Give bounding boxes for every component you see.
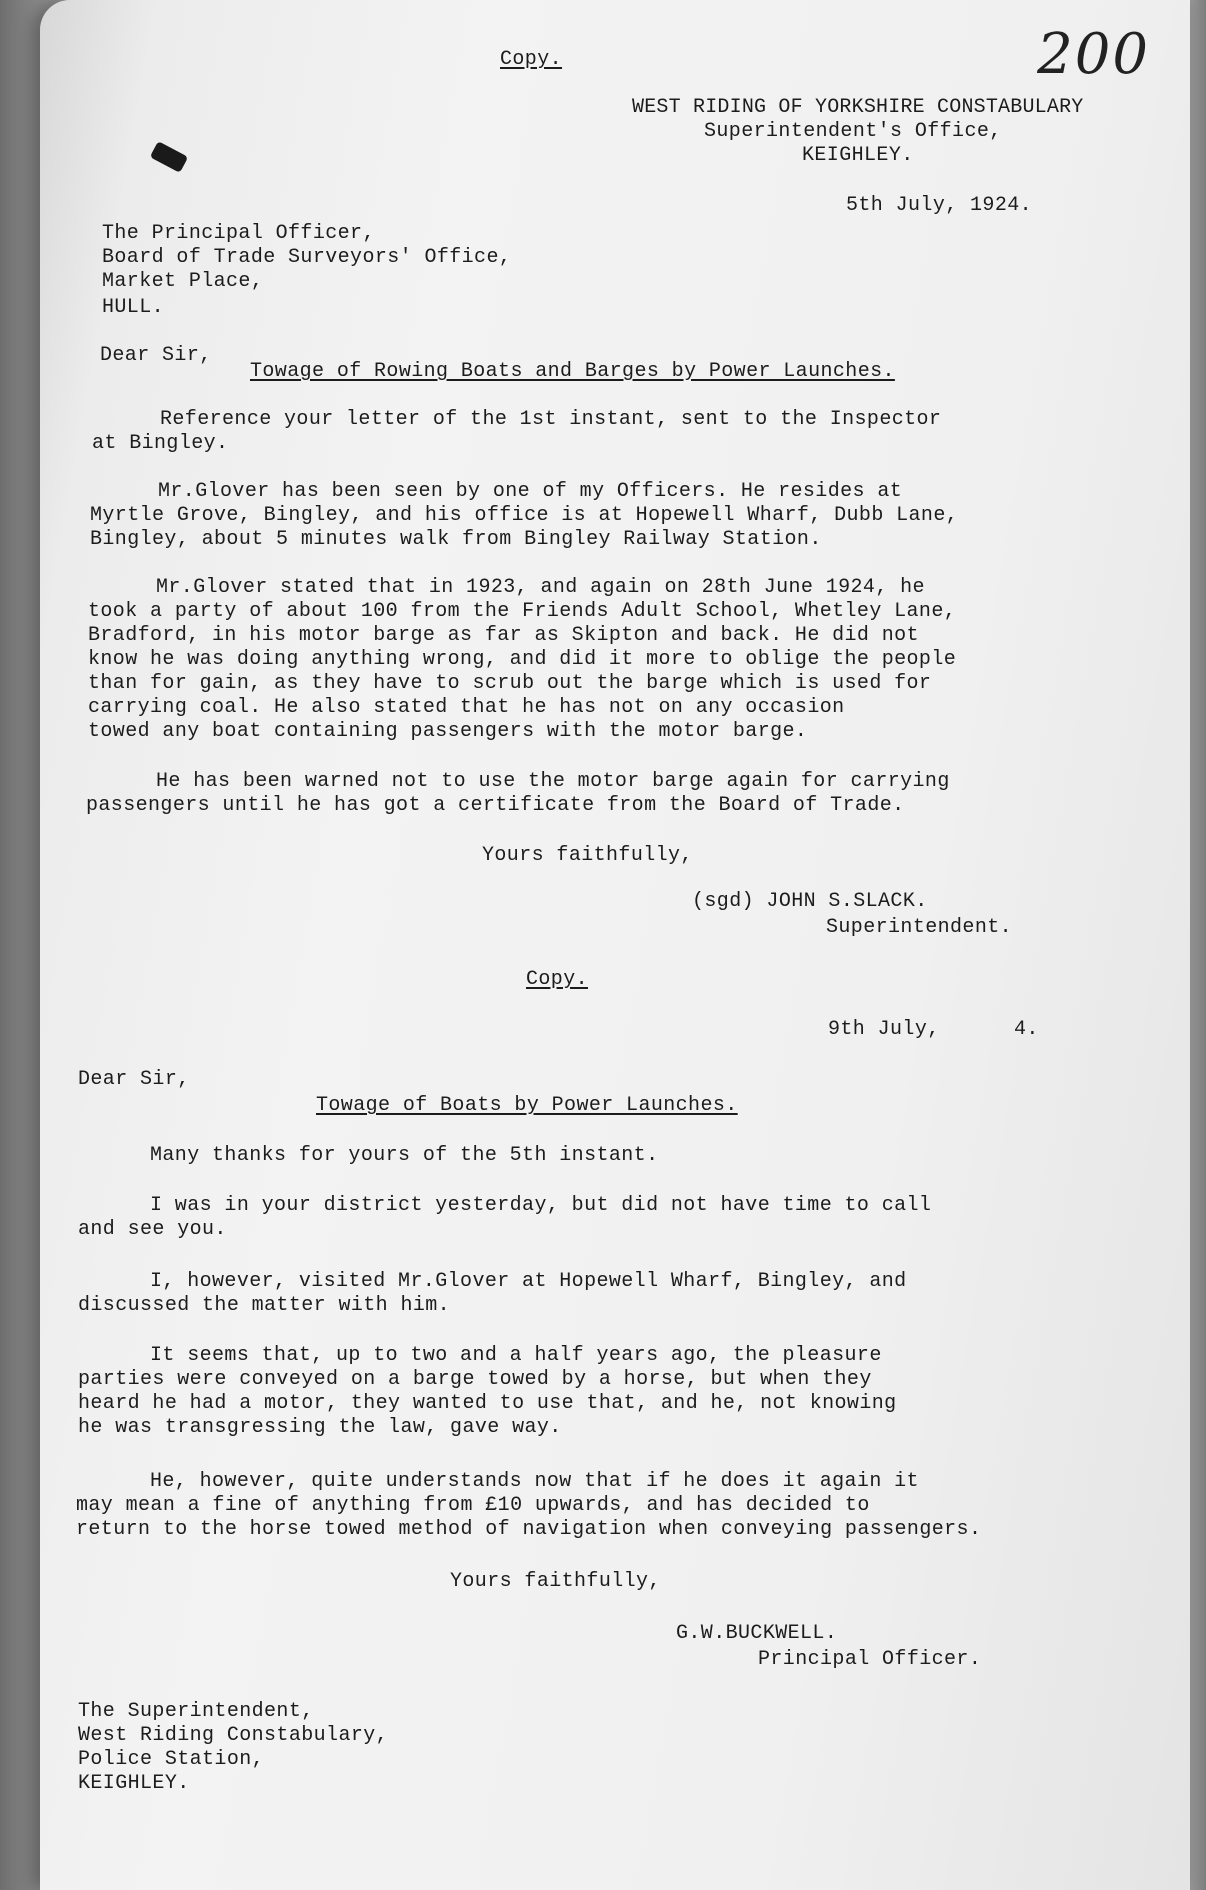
letter2-closing: Yours faithfully, — [450, 1570, 661, 1593]
letter1-paragraph-line: Myrtle Grove, Bingley, and his office is at Hopewell Wharf, Dubb Lane, — [90, 504, 959, 527]
letter2-paragraph-line: may mean a fine of anything from £10 upwards, and has decided to — [76, 1494, 870, 1517]
letter1-copy-label: Copy. — [500, 48, 563, 71]
letter1-paragraph-line: took a party of about 100 from the Friends Adult School, Whetley Lane, — [88, 600, 957, 623]
letter2-paragraph-line: He, however, quite understands now that if he does it again it — [150, 1470, 919, 1493]
letter1-paragraph-line: passengers until he has got a certificate from the Board of Trade. — [86, 794, 905, 817]
letter2-signature: G.W.BUCKWELL. — [676, 1622, 838, 1645]
letter2-date: 9th July, 4. — [828, 1018, 1039, 1041]
letter2-paragraph-line: I was in your district yesterday, but did not have time to call — [150, 1194, 932, 1217]
letter2-recipient-line: West Riding Constabulary, — [78, 1724, 389, 1747]
letter1-closing: Yours faithfully, — [482, 844, 693, 867]
letter1-recipient-line: HULL. — [102, 296, 165, 319]
letter1-signature: (sgd) JOHN S.SLACK. — [692, 890, 928, 913]
letter1-paragraph-line: Bradford, in his motor barge as far as Skipton and back. He did not — [88, 624, 919, 647]
letter2-paragraph-line: discussed the matter with him. — [78, 1294, 451, 1317]
letter1-date: 5th July, 1924. — [846, 194, 1033, 217]
letter1-subject: Towage of Rowing Boats and Barges by Power Launches. — [250, 360, 895, 383]
letter2-paragraph-line: he was transgressing the law, gave way. — [78, 1416, 562, 1439]
ink-mark — [150, 141, 188, 173]
letter1-salutation: Dear Sir, — [100, 344, 212, 367]
letter1-paragraph-line: carrying coal. He also stated that he has not on any occasion — [88, 696, 845, 719]
document-sheet — [40, 0, 1190, 1890]
letter1-paragraph-line: than for gain, as they have to scrub out the barge which is used for — [88, 672, 932, 695]
letter1-sender-line: WEST RIDING OF YORKSHIRE CONSTABULARY — [632, 96, 1084, 119]
letter1-paragraph-line: at Bingley. — [92, 432, 229, 455]
letter2-paragraph-line: return to the horse towed method of navigation when conveying passengers. — [76, 1518, 982, 1541]
letter1-paragraph-line: towed any boat containing passengers with the motor barge. — [88, 720, 808, 743]
letter2-paragraph-line: parties were conveyed on a barge towed by a horse, but when they — [78, 1368, 872, 1391]
handwritten-annotation: 200 — [1037, 22, 1150, 87]
letter1-sender-line: KEIGHLEY. — [802, 144, 914, 167]
letter2-recipient-line: The Superintendent, — [78, 1700, 314, 1723]
letter2-signatory-title: Principal Officer. — [758, 1648, 982, 1671]
letter1-paragraph-line: Reference your letter of the 1st instant, sent to the Inspector — [160, 408, 942, 431]
letter1-paragraph-line: Bingley, about 5 minutes walk from Bingley Railway Station. — [90, 528, 822, 551]
letter2-recipient-line: Police Station, — [78, 1748, 265, 1771]
letter1-paragraph-line: Mr.Glover stated that in 1923, and again on 28th June 1924, he — [156, 576, 925, 599]
letter1-paragraph-line: He has been warned not to use the motor barge again for carrying — [156, 770, 950, 793]
letter2-paragraph-line: heard he had a motor, they wanted to use that, and he, not knowing — [78, 1392, 897, 1415]
letter2-salutation: Dear Sir, — [78, 1068, 190, 1091]
letter2-copy-label: Copy. — [526, 968, 589, 991]
letter1-paragraph-line: know he was doing anything wrong, and did it more to oblige the people — [88, 648, 957, 671]
letter1-recipient-line: The Principal Officer, — [102, 222, 375, 245]
letter1-recipient-line: Market Place, — [102, 270, 264, 293]
letter2-paragraph-line: It seems that, up to two and a half years ago, the pleasure — [150, 1344, 882, 1367]
letter1-recipient-line: Board of Trade Surveyors' Office, — [102, 246, 512, 269]
letter1-paragraph-line: Mr.Glover has been seen by one of my Officers. He resides at — [158, 480, 903, 503]
letter2-recipient-line: KEIGHLEY. — [78, 1772, 190, 1795]
letter2-subject: Towage of Boats by Power Launches. — [316, 1094, 738, 1117]
letter2-paragraph-line: and see you. — [78, 1218, 227, 1241]
letter2-paragraph-line: I, however, visited Mr.Glover at Hopewell Wharf, Bingley, and — [150, 1270, 907, 1293]
letter2-paragraph-line: Many thanks for yours of the 5th instant. — [150, 1144, 659, 1167]
letter1-sender-line: Superintendent's Office, — [704, 120, 1002, 143]
letter1-signatory-title: Superintendent. — [826, 916, 1013, 939]
